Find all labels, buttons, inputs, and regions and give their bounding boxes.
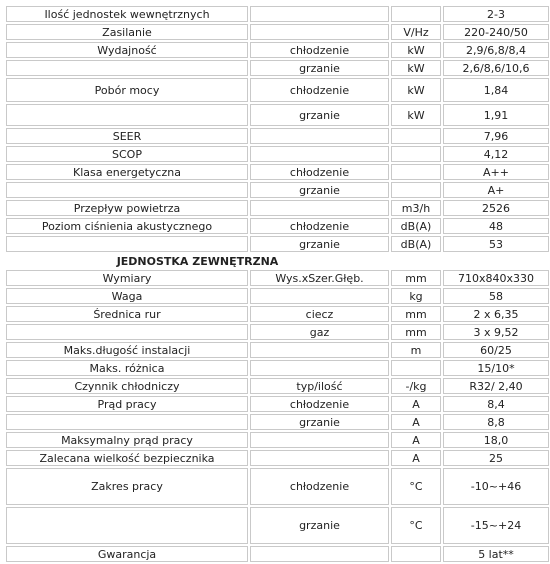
- spec-unit: mm: [391, 324, 441, 340]
- spec-unit: [391, 128, 441, 144]
- table-row: [6, 546, 549, 562]
- table-row: [6, 78, 549, 102]
- spec-unit: dB(A): [391, 218, 441, 234]
- spec-unit: [391, 164, 441, 180]
- table-row: [6, 360, 549, 376]
- spec-unit: m3/h: [391, 200, 441, 216]
- spec-unit: [391, 360, 441, 376]
- spec-value: 5 lat**: [443, 546, 549, 562]
- table-row: [6, 414, 549, 430]
- spec-mode: [250, 360, 389, 376]
- table-row: [6, 24, 549, 40]
- spec-name: Przepływ powietrza: [6, 200, 248, 216]
- spec-name: Maks.długość instalacji: [6, 342, 248, 358]
- table-row: [6, 42, 549, 58]
- table-row: [6, 324, 549, 340]
- spec-mode: chłodzenie: [250, 78, 389, 102]
- spec-mode: chłodzenie: [250, 468, 389, 505]
- table-row: [6, 164, 549, 180]
- table-row: [6, 236, 549, 252]
- spec-name: Średnica rur: [6, 306, 248, 322]
- table-row: [6, 396, 549, 412]
- spec-mode: grzanie: [250, 236, 389, 252]
- spec-value: 3 x 9,52: [443, 324, 549, 340]
- spec-value: 7,96: [443, 128, 549, 144]
- spec-unit: A: [391, 450, 441, 466]
- section-spacer: [443, 254, 549, 268]
- spec-name: SCOP: [6, 146, 248, 162]
- spec-unit: -/kg: [391, 378, 441, 394]
- spec-name: Poziom ciśnienia akustycznego: [6, 218, 248, 234]
- spec-table: [4, 4, 550, 564]
- spec-unit: [391, 546, 441, 562]
- table-row: [6, 182, 549, 198]
- spec-unit: [391, 146, 441, 162]
- spec-value: 18,0: [443, 432, 549, 448]
- spec-unit: mm: [391, 306, 441, 322]
- spec-mode: grzanie: [250, 414, 389, 430]
- table-row: [6, 146, 549, 162]
- section-header: JEDNOSTKA ZEWNĘTRZNA: [116, 254, 279, 268]
- spec-value: 58: [443, 288, 549, 304]
- table-row: [6, 450, 549, 466]
- spec-unit: m: [391, 342, 441, 358]
- spec-unit: kW: [391, 42, 441, 58]
- table-row: [6, 270, 549, 286]
- spec-name: [6, 507, 248, 544]
- spec-mode: [250, 450, 389, 466]
- spec-mode: grzanie: [250, 60, 389, 76]
- spec-mode: chłodzenie: [250, 42, 389, 58]
- spec-mode: grzanie: [250, 182, 389, 198]
- spec-name: [6, 414, 248, 430]
- table-row: [6, 468, 549, 505]
- spec-name: Waga: [6, 288, 248, 304]
- spec-unit: mm: [391, 270, 441, 286]
- spec-name: Zasilanie: [6, 24, 248, 40]
- spec-value: 1,91: [443, 104, 549, 126]
- spec-value: 2,6/8,6/10,6: [443, 60, 549, 76]
- table-row: [6, 60, 549, 76]
- spec-mode: [250, 6, 389, 22]
- spec-unit: V/Hz: [391, 24, 441, 40]
- spec-value: 8,4: [443, 396, 549, 412]
- spec-mode: ciecz: [250, 306, 389, 322]
- spec-value: 2 x 6,35: [443, 306, 549, 322]
- spec-name: Pobór mocy: [6, 78, 248, 102]
- spec-mode: grzanie: [250, 507, 389, 544]
- spec-name: Maksymalny prąd pracy: [6, 432, 248, 448]
- spec-name: [6, 236, 248, 252]
- spec-mode: typ/ilość: [250, 378, 389, 394]
- spec-mode: [250, 128, 389, 144]
- spec-name: Wydajność: [6, 42, 248, 58]
- table-row: [6, 378, 549, 394]
- spec-value: 2526: [443, 200, 549, 216]
- table-row: [6, 218, 549, 234]
- spec-value: 60/25: [443, 342, 549, 358]
- spec-value: 1,84: [443, 78, 549, 102]
- spec-name: [6, 324, 248, 340]
- spec-mode: [250, 546, 389, 562]
- spec-unit: [391, 182, 441, 198]
- spec-mode: chłodzenie: [250, 396, 389, 412]
- spec-value: 8,8: [443, 414, 549, 430]
- spec-unit: kg: [391, 288, 441, 304]
- spec-name: Ilość jednostek wewnętrznych: [6, 6, 248, 22]
- table-row: [6, 432, 549, 448]
- spec-unit: dB(A): [391, 236, 441, 252]
- table-row: [6, 342, 549, 358]
- spec-value: 53: [443, 236, 549, 252]
- table-row: [6, 6, 549, 22]
- spec-mode: Wys.xSzer.Głęb.: [250, 270, 389, 286]
- spec-unit: kW: [391, 78, 441, 102]
- spec-mode: [250, 288, 389, 304]
- spec-value: 710x840x330: [443, 270, 549, 286]
- spec-value: 25: [443, 450, 549, 466]
- spec-mode: [250, 342, 389, 358]
- spec-value: A++: [443, 164, 549, 180]
- spec-name: [6, 182, 248, 198]
- spec-name: Maks. różnica: [6, 360, 248, 376]
- spec-value: 15/10*: [443, 360, 549, 376]
- spec-value: -15~+24: [443, 507, 549, 544]
- spec-unit: [391, 6, 441, 22]
- spec-mode: [250, 24, 389, 40]
- spec-value: A+: [443, 182, 549, 198]
- spec-value: 2,9/6,8/8,4: [443, 42, 549, 58]
- spec-mode: [250, 200, 389, 216]
- spec-mode: chłodzenie: [250, 218, 389, 234]
- spec-value: 2-3: [443, 6, 549, 22]
- table-row: [6, 200, 549, 216]
- table-row: [6, 104, 549, 126]
- spec-value: 220-240/50: [443, 24, 549, 40]
- section-row: [6, 254, 549, 268]
- spec-mode: [250, 146, 389, 162]
- spec-unit: kW: [391, 104, 441, 126]
- spec-unit: A: [391, 414, 441, 430]
- spec-name: Czynnik chłodniczy: [6, 378, 248, 394]
- spec-name: Zalecana wielkość bezpiecznika: [6, 450, 248, 466]
- spec-unit: A: [391, 432, 441, 448]
- spec-value: R32/ 2,40: [443, 378, 549, 394]
- spec-mode: grzanie: [250, 104, 389, 126]
- spec-name: Klasa energetyczna: [6, 164, 248, 180]
- spec-name: Wymiary: [6, 270, 248, 286]
- spec-unit: kW: [391, 60, 441, 76]
- section-spacer: [391, 254, 441, 268]
- spec-value: 48: [443, 218, 549, 234]
- spec-mode: gaz: [250, 324, 389, 340]
- table-row: [6, 507, 549, 544]
- spec-unit: °C: [391, 507, 441, 544]
- spec-name: [6, 60, 248, 76]
- spec-value: 4,12: [443, 146, 549, 162]
- spec-name: Prąd pracy: [6, 396, 248, 412]
- spec-value: -10~+46: [443, 468, 549, 505]
- spec-name: [6, 104, 248, 126]
- spec-name: Zakres pracy: [6, 468, 248, 505]
- spec-name: SEER: [6, 128, 248, 144]
- spec-mode: [250, 432, 389, 448]
- spec-mode: chłodzenie: [250, 164, 389, 180]
- spec-name: Gwarancja: [6, 546, 248, 562]
- table-row: [6, 306, 549, 322]
- table-row: [6, 288, 549, 304]
- spec-unit: A: [391, 396, 441, 412]
- table-row: [6, 128, 549, 144]
- spec-table-container: [4, 4, 550, 564]
- spec-unit: °C: [391, 468, 441, 505]
